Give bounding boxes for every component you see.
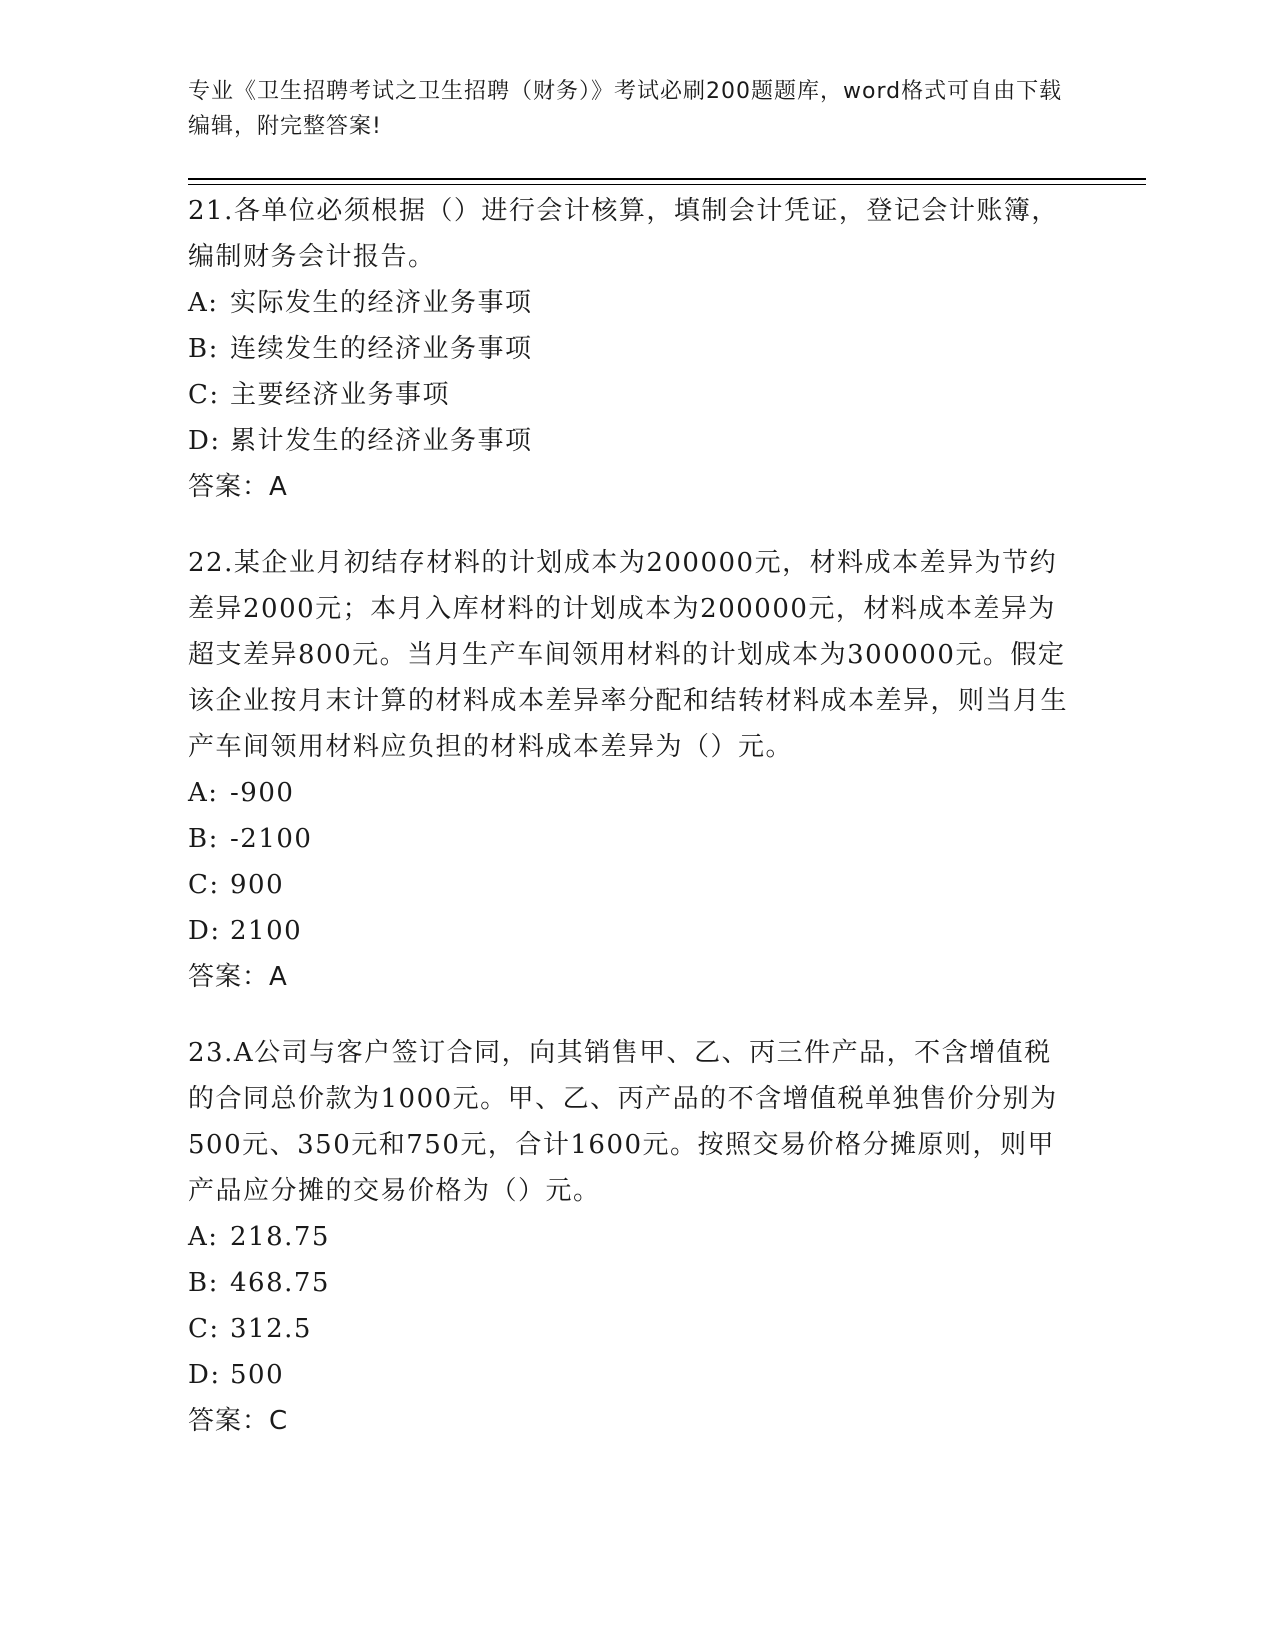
option-label: D:	[188, 916, 221, 946]
option-label: D:	[188, 426, 221, 456]
option-text: -2100	[230, 824, 313, 854]
option-text: 218.75	[230, 1222, 330, 1252]
option-text: 468.75	[230, 1268, 330, 1298]
option-label: D:	[188, 1360, 221, 1390]
option-b	[188, 326, 1068, 372]
answer: 答案：A	[188, 962, 288, 992]
option-text: 2100	[230, 916, 303, 946]
option-a	[188, 770, 1068, 816]
answer: 答案：A	[188, 472, 288, 502]
option-text: 连续发生的经济业务事项	[230, 334, 533, 364]
question-list	[188, 188, 1068, 1474]
option-label: A:	[188, 288, 219, 318]
option-label: B:	[188, 334, 219, 364]
question-21	[188, 188, 1068, 510]
option-text: 主要经济业务事项	[230, 380, 451, 410]
question-stem: 22.某企业月初结存材料的计划成本为200000元，材料成本差异为节约差异2000元；本月入库材料的计划成本为200000元，材料成本差异为超支差异800元。当月生产车间领用材料的计划成本为300000元。假定该企业按月末计算的材料成本差异率分配和结转材料成本差异，则当月生产车间领用材料应负担的材料成本差异为（）元。	[188, 548, 1069, 762]
option-c	[188, 862, 1068, 908]
option-text: 500	[230, 1360, 285, 1390]
option-b	[188, 1260, 1068, 1306]
option-label: B:	[188, 1268, 219, 1298]
option-label: C:	[188, 1314, 220, 1344]
option-d	[188, 418, 1068, 464]
option-d	[188, 908, 1068, 954]
option-label: B:	[188, 824, 219, 854]
header-rule-thin	[188, 184, 1146, 185]
question-22	[188, 540, 1068, 1000]
option-text: 实际发生的经济业务事项	[230, 288, 533, 318]
option-label: C:	[188, 870, 220, 900]
option-text: 累计发生的经济业务事项	[230, 426, 533, 456]
option-c	[188, 372, 1068, 418]
option-b	[188, 816, 1068, 862]
option-label: C:	[188, 380, 220, 410]
option-text: -900	[230, 778, 295, 808]
option-label: A:	[188, 1222, 219, 1252]
question-stem: 21.各单位必须根据（）进行会计核算，填制会计凭证，登记会计账簿，编制财务会计报告。	[188, 196, 1059, 272]
question-stem: 23.A公司与客户签订合同，向其销售甲、乙、丙三件产品，不含增值税的合同总价款为1000元。甲、乙、丙产品的不含增值税单独售价分别为500元、350元和750元，合计1600元。按照交易价格分摊原则，则甲产品应分摊的交易价格为（）元。	[188, 1038, 1058, 1206]
answer: 答案：C	[188, 1406, 289, 1436]
header-rule-thick	[188, 178, 1146, 180]
option-text: 900	[230, 870, 285, 900]
option-a	[188, 280, 1068, 326]
question-23	[188, 1030, 1068, 1444]
option-label: A:	[188, 778, 219, 808]
option-a	[188, 1214, 1068, 1260]
option-d	[188, 1352, 1068, 1398]
option-c	[188, 1306, 1068, 1352]
document-header: 专业《卫生招聘考试之卫生招聘（财务）》考试必刷200题题库，word格式可自由下载编辑，附完整答案!	[188, 79, 1063, 139]
option-text: 312.5	[230, 1314, 312, 1344]
